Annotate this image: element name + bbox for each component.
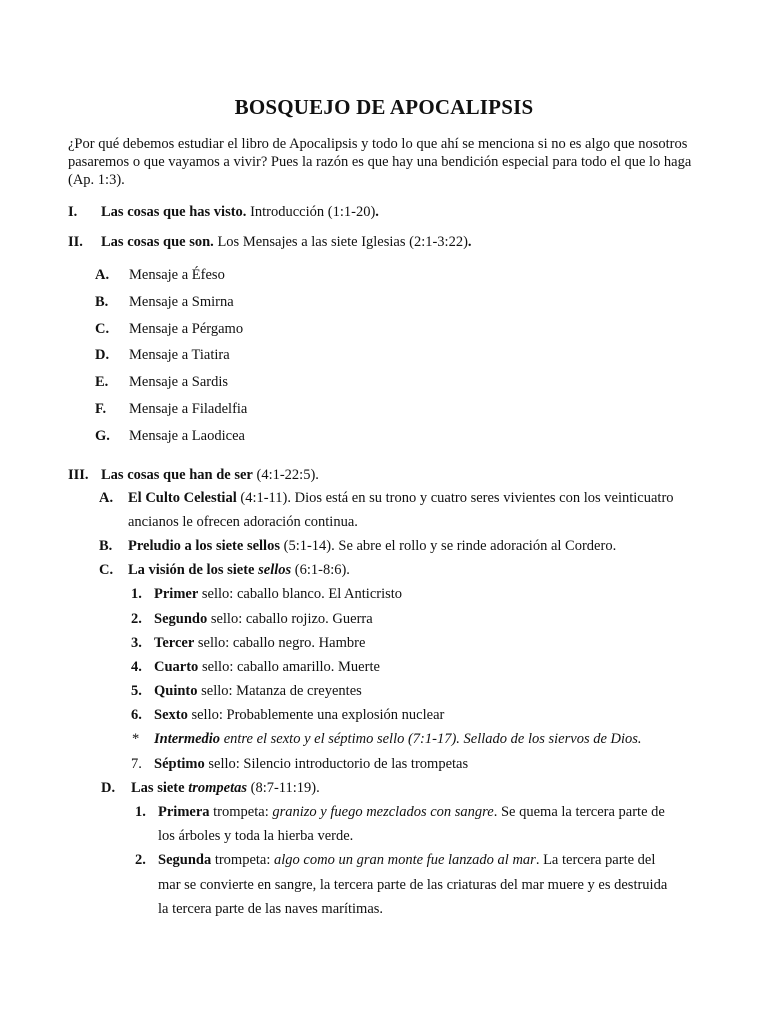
- section-3-heading: [101, 466, 319, 484]
- page-title: BOSQUEJO DE APOCALIPSIS: [234, 95, 534, 119]
- subsection-d-title: Las siete: [131, 780, 189, 796]
- trumpet-item-line1: [158, 851, 655, 869]
- trumpet-item-line3: la tercera parte de las naves marítimas.: [158, 901, 384, 917]
- subsection-c-italic: sellos: [258, 562, 292, 578]
- seal-item: [154, 706, 444, 724]
- list-item: Mensaje a Laodicea: [129, 428, 245, 444]
- list-item-letter: B.: [95, 294, 109, 310]
- section-3-title: Las cosas que han de ser: [101, 467, 253, 483]
- trumpet-item-line2: los árboles y toda la hierba verde.: [158, 828, 354, 844]
- trumpet-label: trompeta:: [209, 804, 273, 820]
- section-2-number: II.: [68, 234, 83, 250]
- subsection-b-letter: B.: [99, 538, 113, 554]
- seal-text: sello: caballo negro. Hambre: [194, 635, 366, 651]
- trumpet-text: . Se quema la tercera parte de: [493, 804, 665, 820]
- seal-text: sello: caballo rojizo. Guerra: [207, 611, 373, 627]
- list-item-letter: A.: [95, 267, 110, 283]
- section-2-heading: [101, 233, 472, 251]
- subsection-d-line: [131, 779, 320, 797]
- subsection-a-letter: A.: [99, 490, 114, 506]
- seal-text: sello: Probablemente una explosión nuclear: [187, 707, 445, 723]
- subsection-c-line: [128, 561, 350, 579]
- interlude-title: Intermedio: [154, 731, 221, 747]
- seal-item: [154, 634, 365, 652]
- seal-name: Primer: [154, 586, 199, 602]
- trumpet-name: Segunda: [158, 852, 212, 868]
- list-item: Mensaje a Filadelfia: [129, 401, 248, 417]
- list-item: Mensaje a Tiatira: [129, 347, 230, 363]
- trumpet-quote: granizo y fuego mezclados con sangre: [272, 804, 494, 820]
- subsection-b-title: Preludio a los siete sellos: [128, 538, 280, 554]
- trumpet-quote: algo como un gran monte fue lanzado al mar: [274, 852, 536, 868]
- trumpet-number: 2.: [135, 852, 146, 868]
- subsection-c-letter: C.: [99, 562, 114, 578]
- list-item-letter: F.: [95, 401, 107, 417]
- seal-name: Quinto: [154, 683, 198, 699]
- subsection-c-text: (6:1-8:6).: [291, 562, 350, 578]
- interlude-marker: *: [132, 731, 140, 747]
- subsection-a-title: El Culto Celestial: [128, 490, 237, 506]
- seal-text: sello: caballo blanco. El Anticristo: [198, 586, 403, 602]
- interlude-item: [154, 730, 642, 748]
- list-item: Mensaje a Smirna: [129, 294, 234, 310]
- seal-item: [154, 755, 468, 773]
- seal-number: 5.: [131, 683, 142, 699]
- subsection-b-text: (5:1-14). Se abre el rollo y se rinde adoración al Cordero.: [279, 538, 617, 554]
- trumpet-text: . La tercera parte del: [535, 852, 656, 868]
- seal-item: [154, 585, 402, 603]
- trumpet-number: 1.: [135, 804, 146, 820]
- section-1-title: Las cosas que has visto.: [101, 204, 247, 220]
- section-2-period: .: [467, 234, 472, 250]
- intro-paragraph: ¿Por qué debemos estudiar el libro de Apocalipsis y todo lo que ahí se menciona si no es algo que nosotros pasaremos o que vayamos a vivir? Pues la razón es que hay una bendición especial para todo el que lo haga (Ap. 1:3).: [68, 136, 692, 188]
- seal-number: 6.: [131, 707, 142, 723]
- section-2-text: Los Mensajes a las siete Iglesias (2:1-3:22): [213, 234, 468, 250]
- seal-text: sello: Matanza de creyentes: [197, 683, 362, 699]
- section-1-period: .: [375, 204, 379, 220]
- seal-name: Sexto: [154, 707, 188, 723]
- subsection-a-line1: [128, 489, 674, 507]
- subsection-d-text: (8:7-11:19).: [247, 780, 320, 796]
- list-item: Mensaje a Éfeso: [129, 267, 225, 283]
- trumpet-label: trompeta:: [211, 852, 275, 868]
- section-1-number: I.: [68, 204, 78, 220]
- subsection-b-line: [128, 537, 616, 555]
- section-2-title: Las cosas que son.: [101, 234, 214, 250]
- seal-number: 4.: [131, 659, 142, 675]
- subsection-a-text: (4:1-11). Dios está en su trono y cuatro seres vivientes con los veinticuatro: [236, 490, 674, 506]
- section-3-number: III.: [68, 467, 89, 483]
- seal-item: [154, 658, 380, 676]
- seal-item: [154, 682, 362, 700]
- seal-number: 7.: [131, 756, 142, 772]
- trumpet-item-line1: [158, 803, 665, 821]
- seal-text: sello: caballo amarillo. Muerte: [198, 659, 380, 675]
- seal-name: Cuarto: [154, 659, 199, 675]
- subsection-d-italic: trompetas: [188, 780, 247, 796]
- list-item-letter: C.: [95, 321, 110, 337]
- subsection-d-letter: D.: [101, 780, 116, 796]
- section-1-heading: [101, 203, 379, 221]
- seal-item: [154, 610, 373, 628]
- seal-number: 3.: [131, 635, 142, 651]
- list-item: Mensaje a Sardis: [129, 374, 229, 390]
- seal-number: 2.: [131, 611, 142, 627]
- seal-name: Tercer: [154, 635, 195, 651]
- list-item-letter: E.: [95, 374, 109, 390]
- subsection-a-line2: ancianos le ofrecen adoración continua.: [128, 514, 358, 530]
- section-3-text: (4:1-22:5).: [252, 467, 319, 483]
- interlude-text: entre el sexto y el séptimo sello (7:1-17). Sellado de los siervos de Dios.: [220, 731, 642, 747]
- seal-name: Segundo: [154, 611, 208, 627]
- list-item-letter: G.: [95, 428, 110, 444]
- trumpet-item-line2: mar se convierte en sangre, la tercera parte de las criaturas del mar muere y es destruida: [158, 877, 668, 893]
- seal-number: 1.: [131, 586, 142, 602]
- list-item: Mensaje a Pérgamo: [129, 321, 244, 337]
- seal-name: Séptimo: [154, 756, 205, 772]
- seal-text: sello: Silencio introductorio de las trompetas: [204, 756, 469, 772]
- section-1-text: Introducción (1:1-20): [246, 204, 376, 220]
- list-item-letter: D.: [95, 347, 110, 363]
- subsection-c-title: La visión de los siete: [128, 562, 259, 578]
- trumpet-name: Primera: [158, 804, 210, 820]
